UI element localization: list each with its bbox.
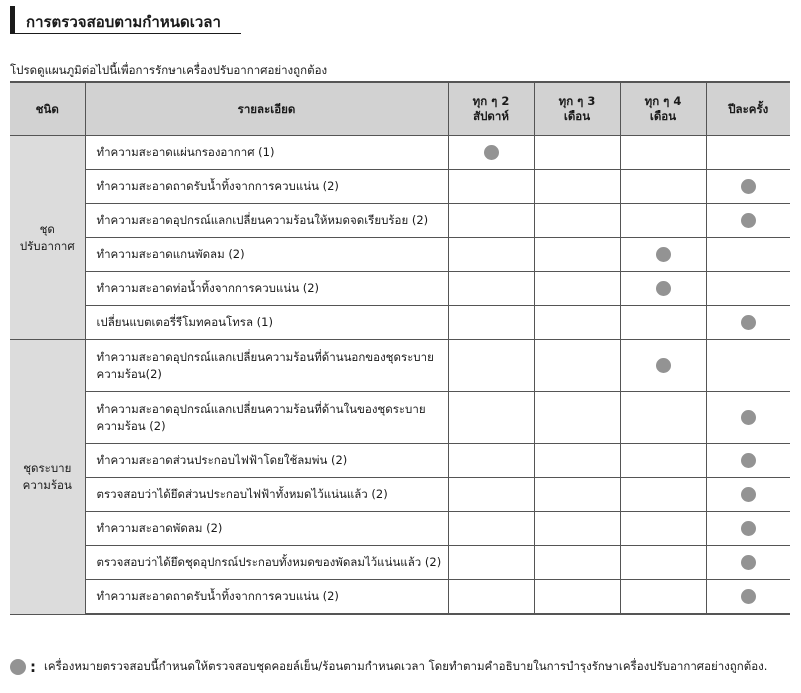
task-description <box>85 478 448 512</box>
category-label: ชุด <box>39 221 55 236</box>
check-dot-icon <box>484 145 499 160</box>
header-details: รายละเอียด <box>85 82 448 136</box>
interval-cell-yearly <box>706 444 790 478</box>
table-row <box>10 272 790 306</box>
interval-cell-every-3-months <box>534 340 620 392</box>
interval-cell-yearly <box>706 478 790 512</box>
interval-cell-every-3-months <box>534 444 620 478</box>
interval-cell-every-2-weeks <box>448 340 534 392</box>
interval-cell-yearly <box>706 580 790 615</box>
table-row <box>10 340 790 392</box>
table-row <box>10 238 790 272</box>
check-dot-icon <box>656 358 671 373</box>
interval-cell-every-2-weeks <box>448 170 534 204</box>
interval-cell-every-3-months <box>534 478 620 512</box>
task-text: ทำความสะอาดส่วนประกอบไฟฟ้าโดยใช้ลมพ่น (2) <box>96 453 348 467</box>
header-every-4-months <box>620 82 706 136</box>
task-text: ทำความสะอาดถาดรับน้ำทิ้งจากการควบแน่น (2) <box>96 179 339 193</box>
task-text: ทำความสะอาดแผ่นกรองอากาศ (1) <box>96 145 275 159</box>
task-description <box>85 204 448 238</box>
interval-cell-yearly <box>706 238 790 272</box>
table-row <box>10 512 790 546</box>
interval-cell-every-4-months <box>620 512 706 546</box>
task-description <box>85 170 448 204</box>
header-every-4-line1: ทุก ๆ 4 <box>644 94 682 108</box>
interval-cell-every-4-months <box>620 392 706 444</box>
table-row <box>10 306 790 340</box>
table-row <box>10 204 790 238</box>
interval-cell-every-4-months <box>620 340 706 392</box>
interval-cell-every-2-weeks <box>448 512 534 546</box>
interval-cell-every-4-months <box>620 136 706 170</box>
interval-cell-every-3-months <box>534 392 620 444</box>
table-row <box>10 580 790 615</box>
check-dot-icon <box>741 410 756 425</box>
footnote-text: เครื่องหมายตรวจสอบนี้กำหนดให้ตรวจสอบชุดคอยล์เย็น/ร้อนตามกำหนดเวลา โดยทำตามคำอธิบายในการบำรุงรักษาเครื่องปรับอากาศอย่างถูกต้อง. <box>44 659 768 673</box>
interval-cell-yearly <box>706 204 790 238</box>
table-row <box>10 170 790 204</box>
interval-cell-every-2-weeks <box>448 204 534 238</box>
check-dot-icon <box>741 213 756 228</box>
interval-cell-every-4-months <box>620 238 706 272</box>
task-text: ความร้อน(2) <box>96 366 162 381</box>
interval-cell-every-3-months <box>534 546 620 580</box>
interval-cell-every-4-months <box>620 204 706 238</box>
check-dot-icon <box>741 589 756 604</box>
interval-cell-every-4-months <box>620 546 706 580</box>
header-every-3-line1: ทุก ๆ 3 <box>558 94 596 108</box>
check-dot-icon <box>741 453 756 468</box>
task-text: ทำความสะอาดถาดรับน้ำทิ้งจากการควบแน่น (2) <box>96 589 339 603</box>
check-dot-icon <box>656 247 671 262</box>
header-every-3-months <box>534 82 620 136</box>
header-every-3-line2: เดือน <box>563 109 591 123</box>
interval-cell-every-4-months <box>620 444 706 478</box>
task-text: ทำความสะอาดท่อน้ำทิ้งจากการควบแน่น (2) <box>96 281 320 295</box>
check-dot-icon <box>656 281 671 296</box>
task-description <box>85 306 448 340</box>
task-text: ทำความสะอาดอุปกรณ์แลกเปลี่ยนความร้อนที่ด้านนอกของชุดระบาย <box>96 349 434 364</box>
interval-cell-every-3-months <box>534 272 620 306</box>
check-dot-icon <box>741 487 756 502</box>
category-label: ชุดระบาย <box>23 460 72 475</box>
interval-cell-every-2-weeks <box>448 478 534 512</box>
check-dot-icon <box>741 521 756 536</box>
interval-cell-every-2-weeks <box>448 238 534 272</box>
intro-text: โปรดดูแผนภูมิต่อไปนี้เพื่อการรักษาเครื่องปรับอากาศอย่างถูกต้อง <box>10 63 328 77</box>
interval-cell-every-4-months <box>620 170 706 204</box>
table-row <box>10 392 790 444</box>
task-description <box>85 136 448 170</box>
interval-cell-every-3-months <box>534 306 620 340</box>
interval-cell-yearly <box>706 306 790 340</box>
task-text: ทำความสะอาดอุปกรณ์แลกเปลี่ยนความร้อนที่ด้านในของชุดระบาย <box>96 401 426 416</box>
task-description <box>85 444 448 478</box>
check-dot-icon <box>741 179 756 194</box>
interval-cell-yearly <box>706 272 790 306</box>
task-description <box>85 392 448 444</box>
task-text: เปลี่ยนแบตเตอรี่รีโมทคอนโทรล (1) <box>96 315 273 329</box>
interval-cell-every-4-months <box>620 580 706 615</box>
header-yearly: ปีละครั้ง <box>706 82 790 136</box>
header-row <box>10 82 790 136</box>
table-row <box>10 444 790 478</box>
header-every-2-line1: ทุก ๆ 2 <box>472 94 510 108</box>
table-row <box>10 478 790 512</box>
category-label: ปรับอากาศ <box>19 238 75 253</box>
task-text: ทำความสะอาดพัดลม (2) <box>96 521 223 535</box>
interval-cell-every-3-months <box>534 170 620 204</box>
interval-cell-yearly <box>706 392 790 444</box>
header-every-2-line2: สัปดาห์ <box>473 109 509 123</box>
task-text: ทำความสะอาดแกนพัดลม (2) <box>96 247 245 261</box>
interval-cell-every-2-weeks <box>448 306 534 340</box>
task-description <box>85 340 448 392</box>
category-label: ความร้อน <box>22 477 72 492</box>
interval-cell-every-2-weeks <box>448 444 534 478</box>
interval-cell-yearly <box>706 512 790 546</box>
interval-cell-every-3-months <box>534 512 620 546</box>
footnote <box>10 658 767 676</box>
interval-cell-every-3-months <box>534 204 620 238</box>
task-description <box>85 238 448 272</box>
interval-cell-every-2-weeks <box>448 272 534 306</box>
interval-cell-every-2-weeks <box>448 392 534 444</box>
header-every-2-weeks <box>448 82 534 136</box>
interval-cell-every-4-months <box>620 272 706 306</box>
header-every-4-line2: เดือน <box>649 109 677 123</box>
table-body <box>10 136 790 615</box>
legend-dot-icon <box>10 659 26 675</box>
task-description <box>85 546 448 580</box>
interval-cell-every-3-months <box>534 580 620 615</box>
interval-cell-yearly <box>706 170 790 204</box>
check-dot-icon <box>741 315 756 330</box>
header-type: ชนิด <box>10 82 85 136</box>
section-title: การตรวจสอบตามกำหนดเวลา <box>26 13 221 31</box>
task-description <box>85 580 448 615</box>
interval-cell-every-4-months <box>620 478 706 512</box>
task-text: ตรวจสอบว่าได้ยึดส่วนประกอบไฟฟ้าทั้งหมดไว้แน่นแล้ว (2) <box>96 487 388 501</box>
interval-cell-every-2-weeks <box>448 136 534 170</box>
interval-cell-every-2-weeks <box>448 546 534 580</box>
interval-cell-yearly <box>706 136 790 170</box>
task-description <box>85 272 448 306</box>
interval-cell-yearly <box>706 340 790 392</box>
maintenance-schedule-table <box>10 81 790 615</box>
category-cell <box>10 136 85 340</box>
footnote-colon: : <box>30 658 36 676</box>
interval-cell-every-4-months <box>620 306 706 340</box>
task-text: ตรวจสอบว่าได้ยึดชุดอุปกรณ์ประกอบทั้งหมดของพัดลมไว้แน่นแล้ว (2) <box>96 555 442 569</box>
table-row <box>10 546 790 580</box>
check-dot-icon <box>741 555 756 570</box>
category-cell <box>10 340 85 615</box>
interval-cell-every-3-months <box>534 238 620 272</box>
interval-cell-every-2-weeks <box>448 580 534 615</box>
task-description <box>85 512 448 546</box>
interval-cell-every-3-months <box>534 136 620 170</box>
table-row <box>10 136 790 170</box>
interval-cell-yearly <box>706 546 790 580</box>
section-title-bar <box>10 6 241 34</box>
task-text: ทำความสะอาดอุปกรณ์แลกเปลี่ยนความร้อนให้หมดจดเรียบร้อย (2) <box>96 213 429 227</box>
task-text: ความร้อน (2) <box>96 418 166 433</box>
